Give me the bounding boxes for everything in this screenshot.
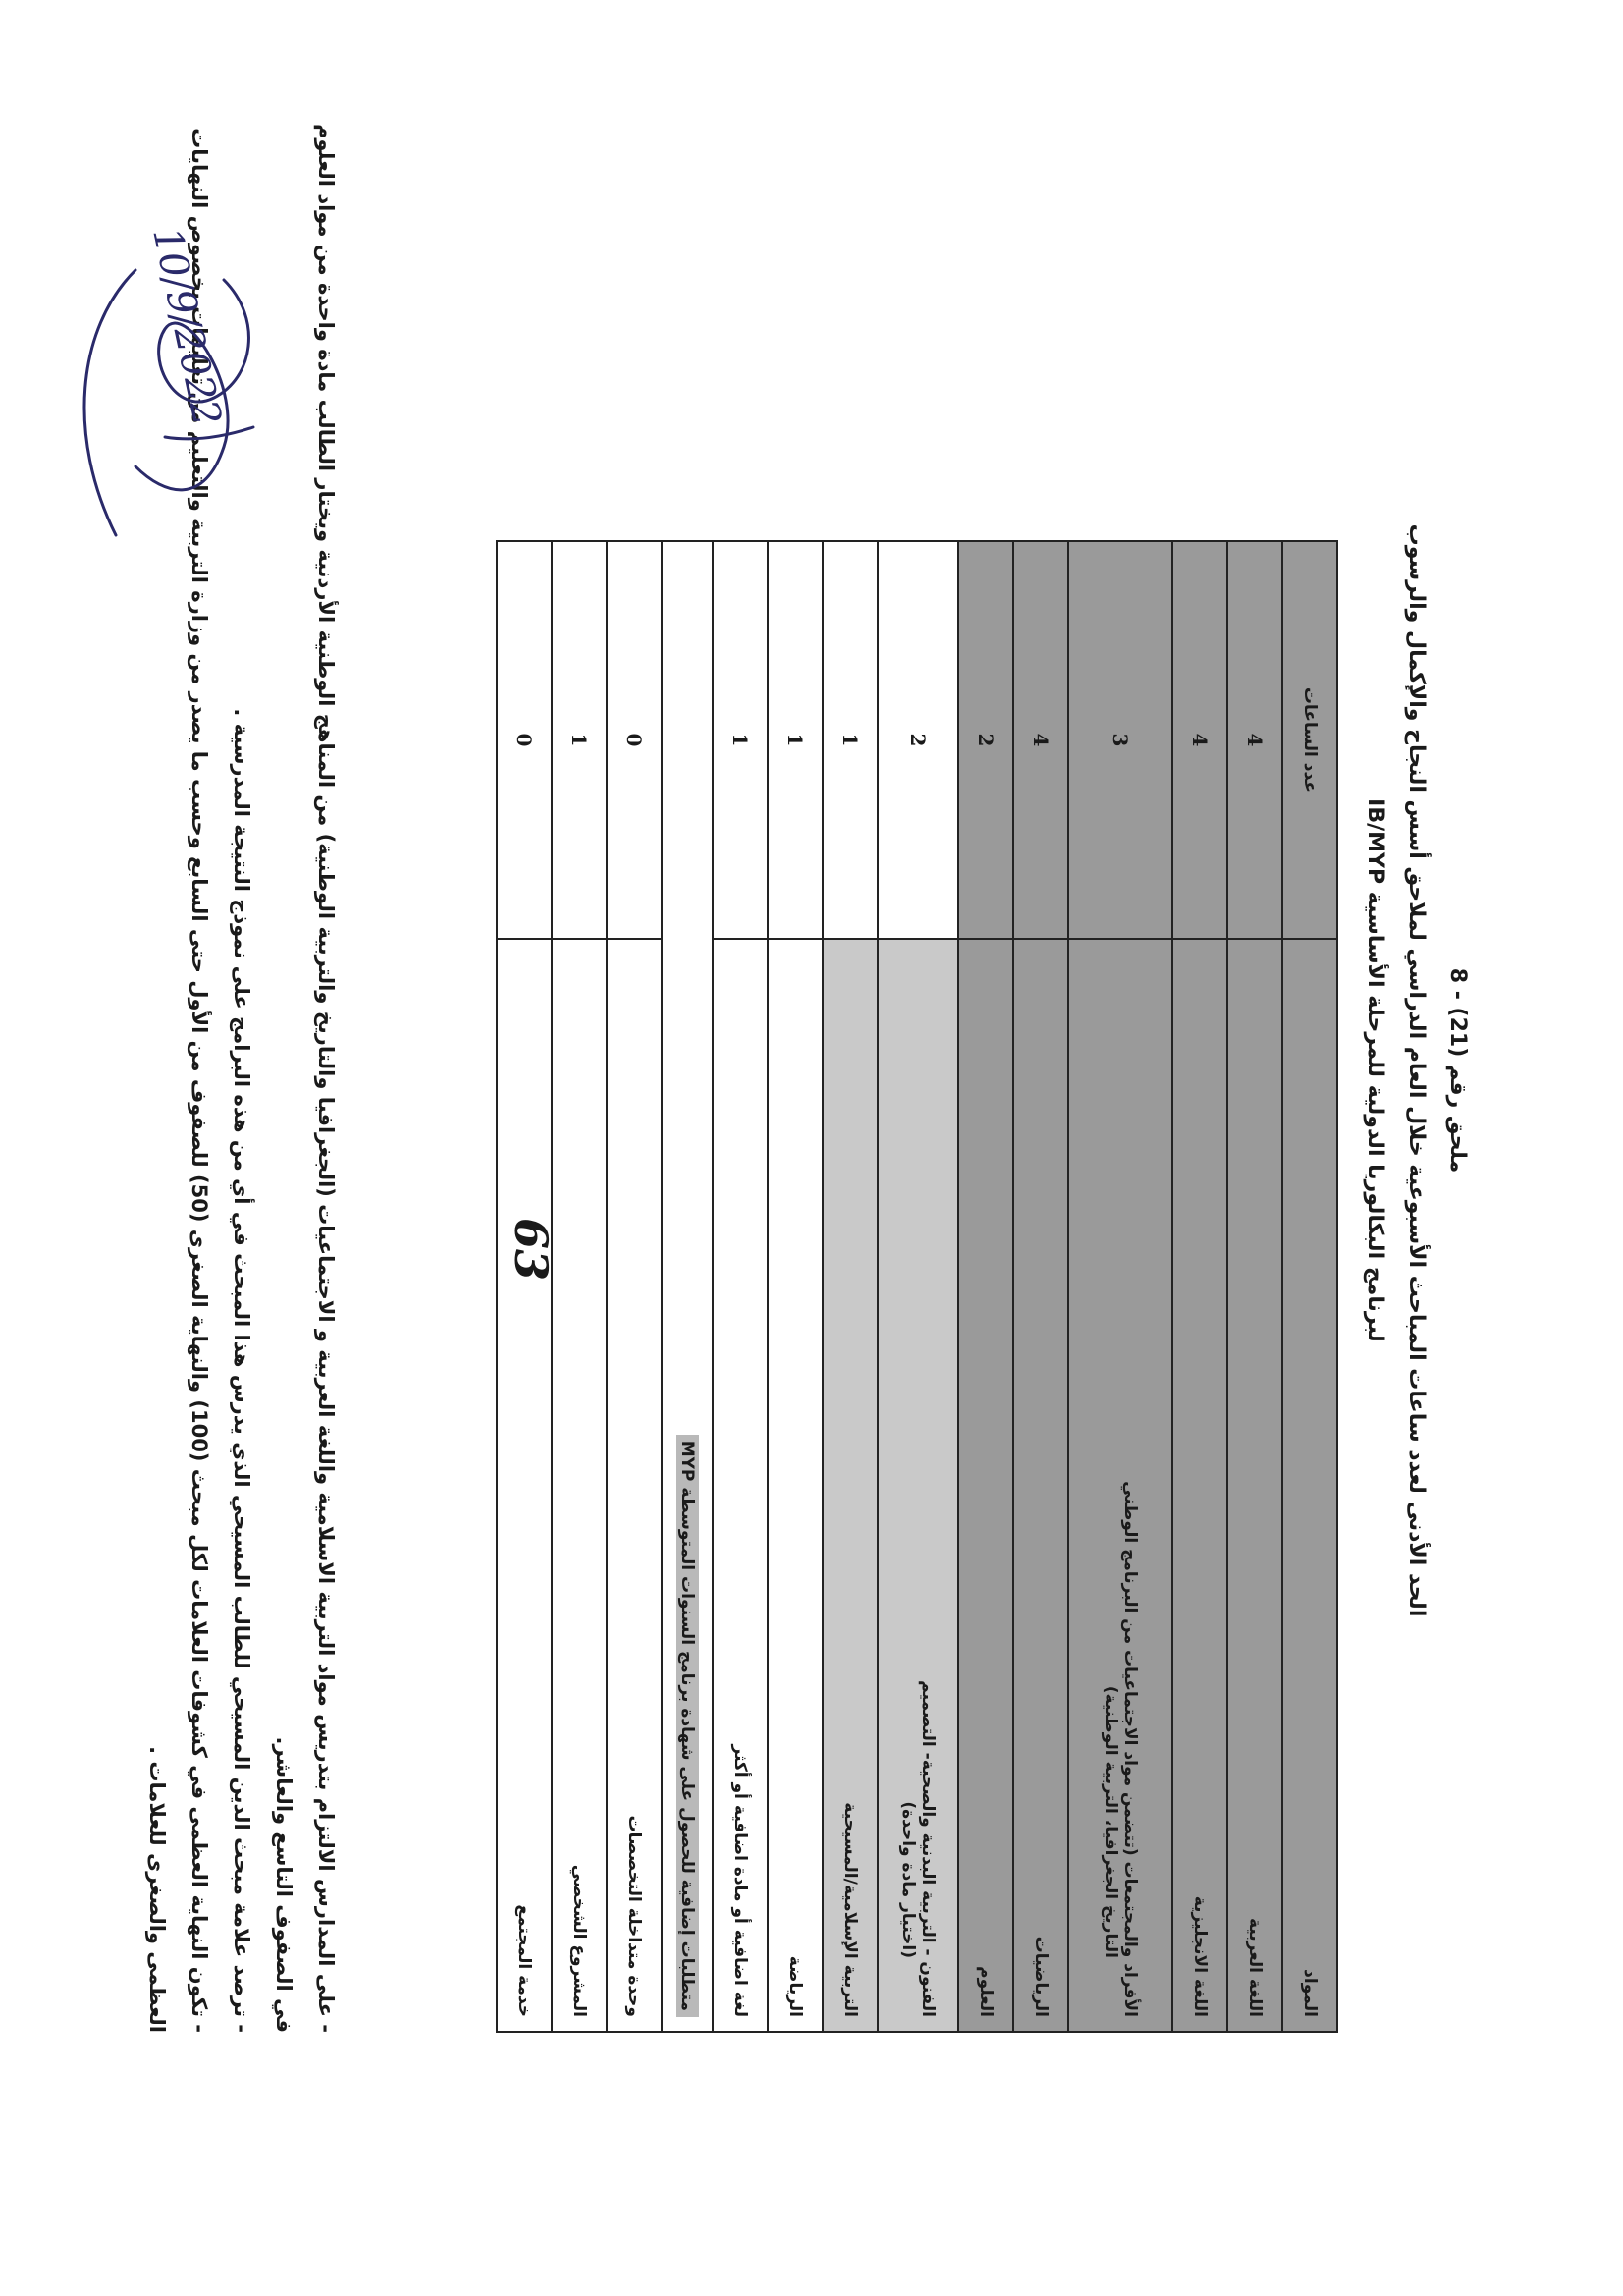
table-row bbox=[823, 541, 878, 2032]
hours-cell: 3 bbox=[1068, 541, 1172, 939]
page-heading bbox=[1354, 314, 1478, 1827]
heading-title: الحد الأدنى لعدد ساعات المباحث الأسبوعية خلال العام الدراسي لملاحق أسس النجاح والإكمال والرسوب bbox=[1404, 523, 1429, 1617]
subject-cell: لغة اضافية أو مادة اضافية أو أكثر bbox=[713, 939, 768, 2032]
subject-line: الأفراد والمجتمعات (تتضمن مواد الاجتماعيات من البرنامج الوطني bbox=[1120, 1481, 1140, 2017]
subject-line: التاريخ الجغرافيا، التربية الوطنية) bbox=[1101, 1685, 1120, 1958]
hours-cell: 0 bbox=[497, 541, 552, 939]
col-subject-header: المواد bbox=[1282, 939, 1337, 2032]
hours-table bbox=[496, 540, 1338, 2033]
hours-cell: 1 bbox=[768, 541, 823, 939]
signature-date: 10/9/2022 bbox=[143, 223, 230, 430]
subject-cell: وحدة متداخلة التخصصات bbox=[607, 939, 662, 2032]
subject-cell bbox=[1068, 939, 1172, 2032]
table-row bbox=[552, 541, 607, 2032]
hours-cell: 0 bbox=[607, 541, 662, 939]
requirements-row bbox=[662, 541, 713, 2032]
subject-cell: الرياضيات bbox=[1013, 939, 1068, 2032]
hours-cell: 4 bbox=[1013, 541, 1068, 939]
table-row bbox=[958, 541, 1013, 2032]
hours-cell: 4 bbox=[1227, 541, 1282, 939]
subject-cell: اللغة الانجليزية bbox=[1172, 939, 1227, 2032]
note-item: - على المدارس الالتزام بتدريس مواد التربية الاسلامية واللغة العربية و الاجتماعيات (الجغرافيا والتاريخ والتربية الوطنية) من المناهج الوطنية الأردنية ويختار الطالب مادة واحدة من مواد العلوم في الصفوف التاسع والعاشر. bbox=[272, 123, 338, 2033]
table-row bbox=[1172, 541, 1227, 2032]
table-row bbox=[1013, 541, 1068, 2032]
subject-cell: خدمة المجتمع bbox=[497, 939, 552, 2032]
subject-cell: المشروع الشخصي bbox=[552, 939, 607, 2032]
table-row bbox=[768, 541, 823, 2032]
hours-cell: 2 bbox=[878, 541, 958, 939]
table-header-row bbox=[1282, 541, 1337, 2032]
requirements-cell bbox=[662, 541, 713, 2032]
subject-cell: الرياضة bbox=[768, 939, 823, 2032]
annex-number: ملحق رقم (21) - 8 bbox=[1445, 967, 1470, 1174]
subject-line: (اختيار مادة واحدة) bbox=[898, 1801, 918, 1958]
table-row bbox=[878, 541, 958, 2032]
table-row bbox=[607, 541, 662, 2032]
hours-cell: 2 bbox=[958, 541, 1013, 939]
subject-line: الفنون - التربية البدنية والصحية- التصميم bbox=[918, 1680, 938, 2017]
note-item: - ترصد علامة مبحث الدين المسيحي للطالب المسيحي الذي يدرس هذا المبحث في أي من هذه البرامج على نموذج النتيجة المدرسية . bbox=[230, 708, 253, 2033]
hours-cell: 1 bbox=[823, 541, 878, 939]
table-row bbox=[497, 541, 552, 2032]
table-row bbox=[1068, 541, 1172, 2032]
subject-cell: اللغة العربية bbox=[1227, 939, 1282, 2032]
table-row bbox=[713, 541, 768, 2032]
requirements-label: متطلبات إضافية للحصول على شهادة برنامج السنوات المتوسطة MYP bbox=[676, 1435, 699, 2017]
note-item: - تكون النهاية العظمى في كشوفات العلامات لكل مبحث (100) والنهاية الصغرى (50) للصفوف من الأول حتى السابع وحسب ما يصدر من وزارة التربية والتعليم من تعليمات بخصوص النهايات العظمى والصغرى للعلامات . bbox=[145, 128, 211, 2033]
subject-cell: التربية الإسلامية/المسيحية bbox=[823, 939, 878, 2032]
table-row bbox=[1227, 541, 1282, 2032]
heading-subtitle: لبرنامج البكالوريا الدولية للمرحلة الأساسية IB/MYP bbox=[1363, 798, 1387, 1342]
col-hours-header: عدد الساعات bbox=[1282, 541, 1337, 939]
hours-cell: 4 bbox=[1172, 541, 1227, 939]
hours-cell: 1 bbox=[552, 541, 607, 939]
hours-cell: 1 bbox=[713, 541, 768, 939]
page-number: 63 bbox=[505, 1218, 558, 1282]
subject-cell: العلوم bbox=[958, 939, 1013, 2032]
subject-cell bbox=[878, 939, 958, 2032]
